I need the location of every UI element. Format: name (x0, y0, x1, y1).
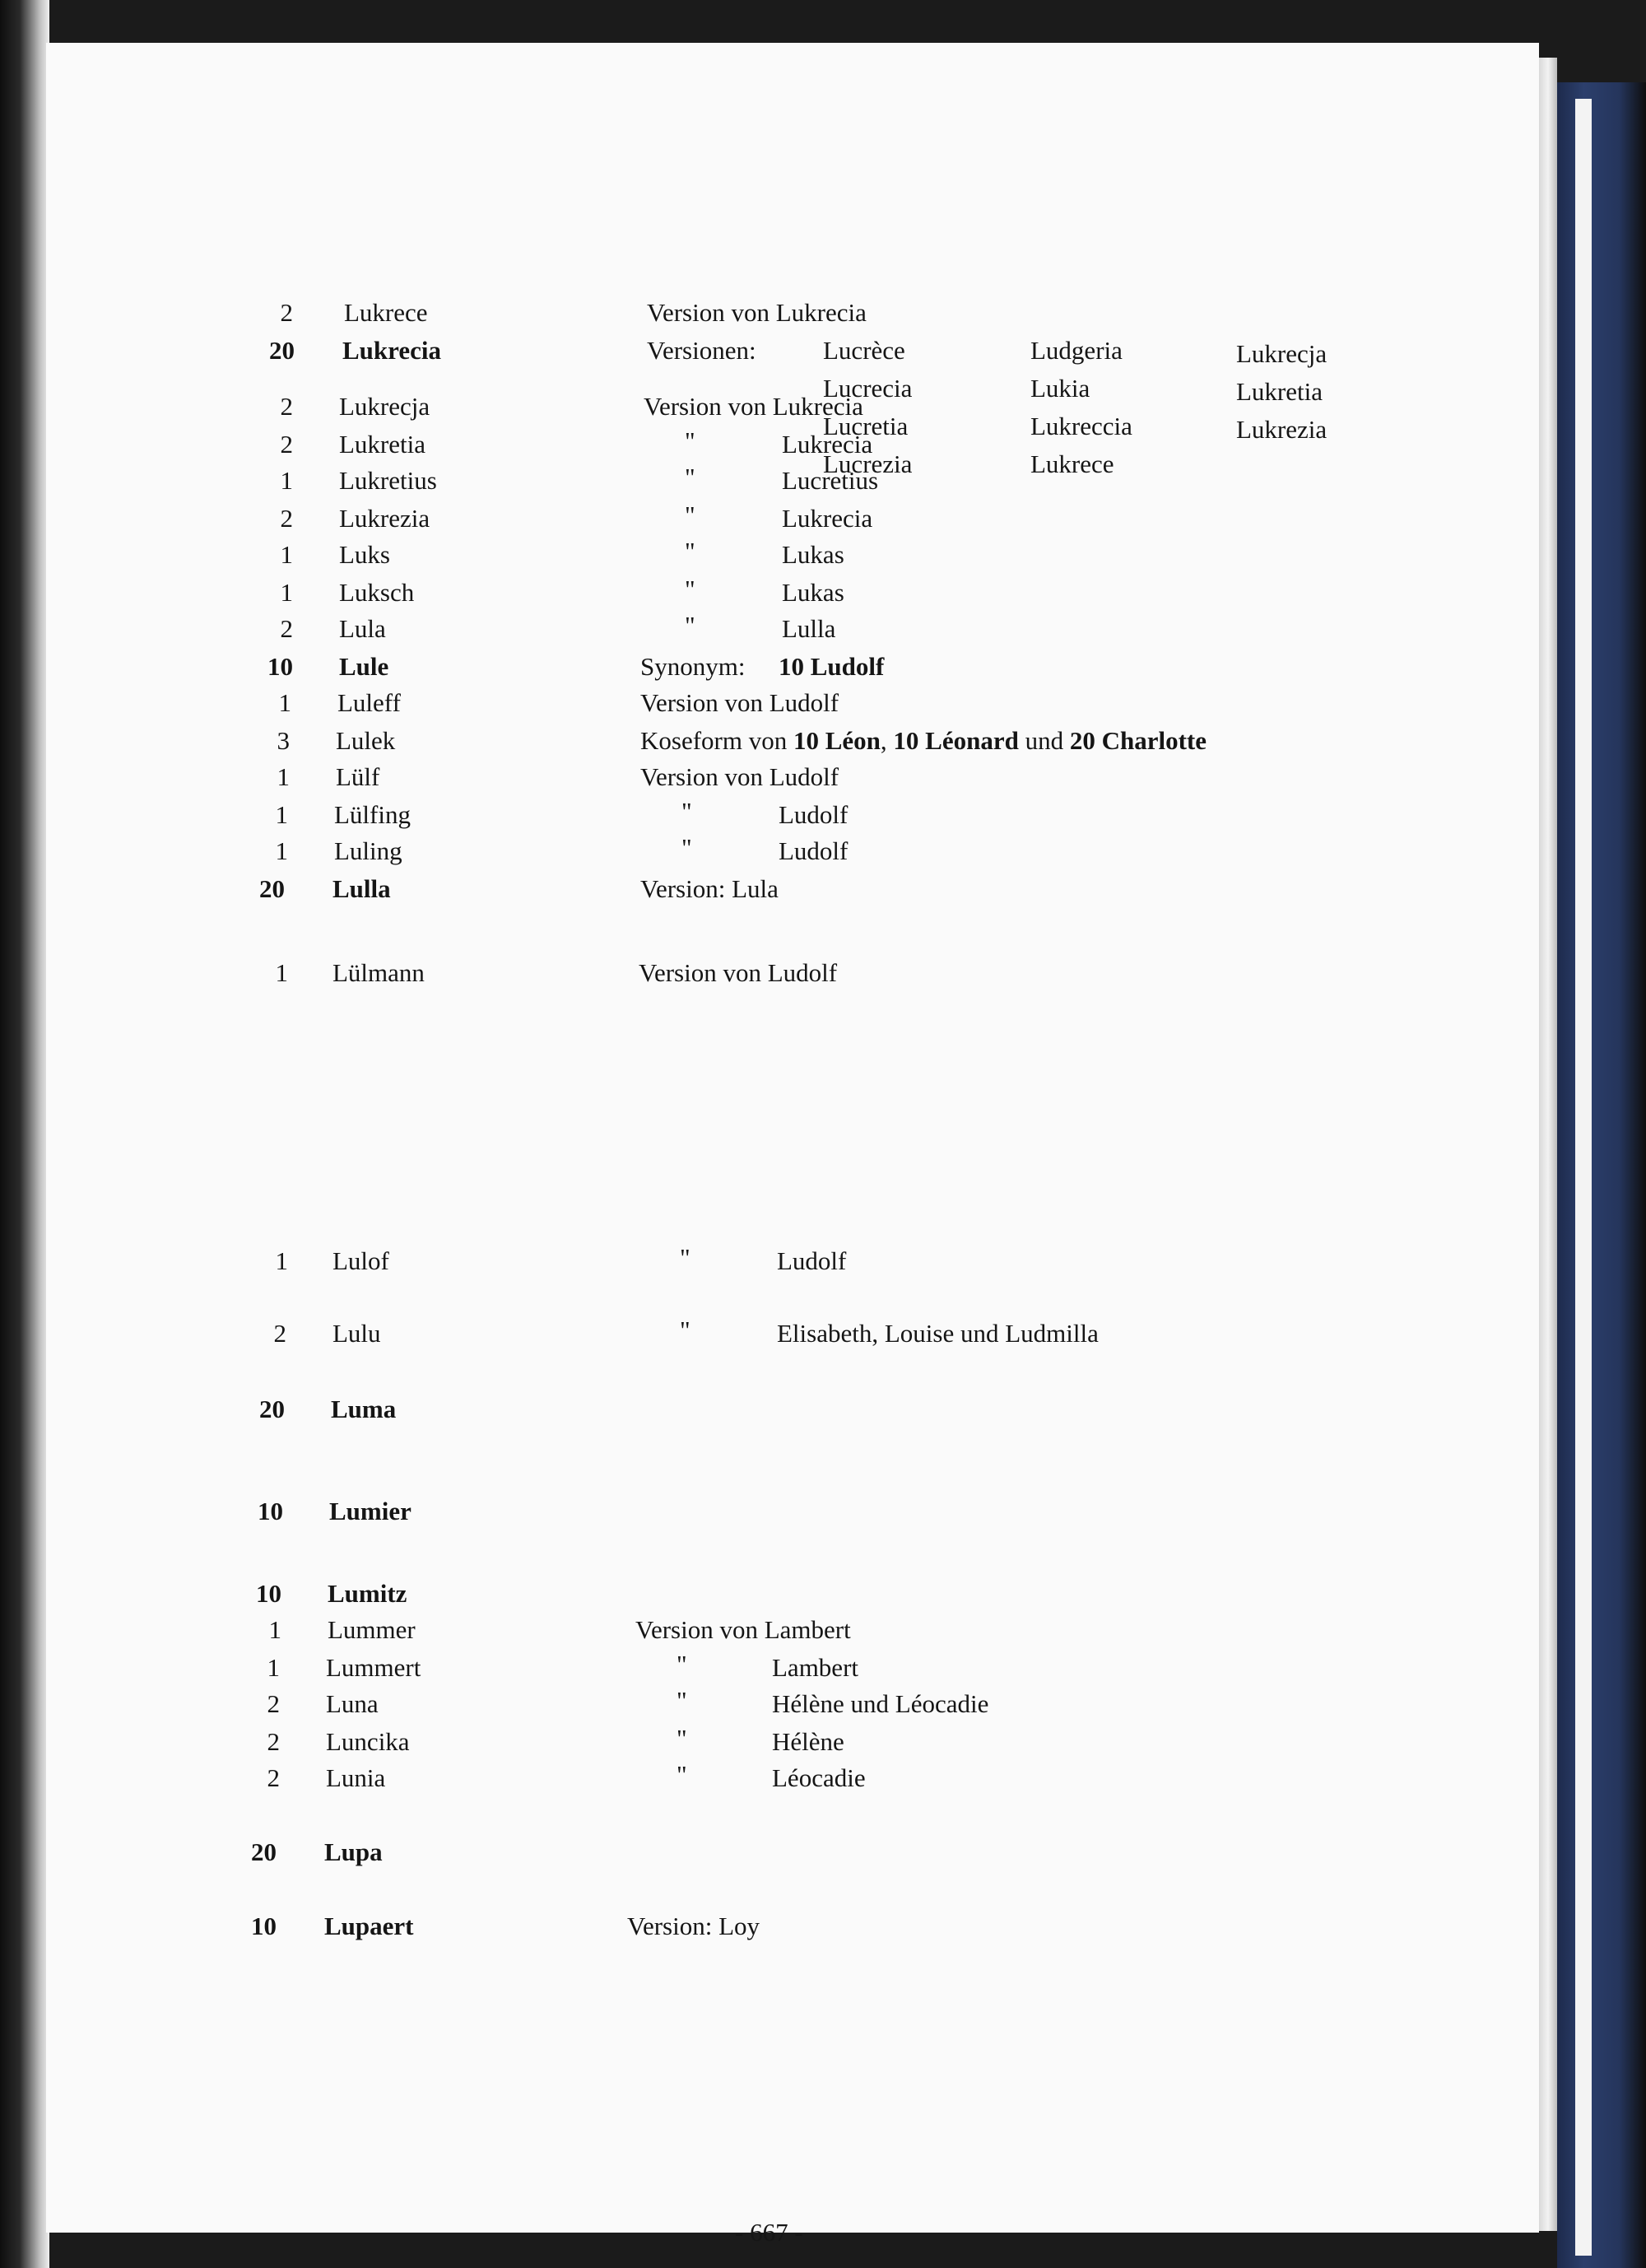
entry-name: Lulof (332, 1246, 389, 1275)
entry-reference: Ludolf (779, 800, 849, 829)
entry-name: Luksch (339, 578, 415, 607)
ditto-mark: " (685, 426, 695, 455)
ditto-mark: " (680, 1316, 690, 1344)
register-entry (0, 1650, 1646, 1686)
version-name: Lukretia (1236, 377, 1323, 406)
entry-reference: Lucretius (782, 466, 879, 495)
entry-name: Luna (326, 1689, 379, 1718)
entry-name: Lule (339, 652, 389, 681)
page-edge (1539, 58, 1557, 2231)
register-entry (0, 685, 1646, 721)
register-entry (0, 389, 1646, 425)
entry-count: 3 (277, 726, 290, 755)
entry-count: 2 (280, 298, 293, 327)
entry-count: 1 (275, 800, 288, 829)
synonym-value: 10 Ludolf (779, 652, 885, 681)
entry-count: 2 (280, 614, 293, 643)
entry-count: 2 (280, 392, 293, 421)
entry-count: 10 (251, 1912, 277, 1940)
entry-name: Lulek (336, 726, 396, 755)
entry-reference: Lukrecia (782, 504, 873, 533)
register-entry (0, 1908, 1646, 1944)
register-entry (0, 871, 1646, 907)
register-entry (0, 797, 1646, 833)
register-entry (0, 295, 1646, 331)
version-name: Lukrecja (1236, 339, 1327, 368)
ditto-mark: " (685, 537, 695, 566)
entry-name: Lunia (326, 1763, 386, 1792)
register-entry (0, 1316, 1646, 1352)
ditto-mark: " (677, 1650, 687, 1679)
entry-name: Luncika (326, 1727, 410, 1756)
register-entry (0, 611, 1646, 647)
register-entry (0, 1576, 1646, 1612)
entry-name: Lukrecia (342, 336, 441, 365)
entry-description: Version von Ludolf (640, 762, 839, 791)
entry-count: 2 (273, 1319, 286, 1348)
register-entry (0, 1243, 1646, 1279)
ditto-mark: " (677, 1686, 687, 1715)
entry-reference: Ludolf (777, 1246, 847, 1275)
entry-name: Lülf (336, 762, 380, 791)
register-entry (0, 759, 1646, 795)
ditto-mark: " (685, 575, 695, 603)
version-name: Lukrece (1030, 449, 1114, 478)
entry-description: Version von Lukrecia (647, 298, 867, 327)
ditto-mark: " (681, 797, 692, 826)
entry-count: 10 (258, 1497, 283, 1525)
entry-count: 1 (280, 540, 293, 569)
entry-count: 2 (280, 430, 293, 459)
entry-description: Version: Lula (640, 874, 779, 903)
entry-description: Version von Lambert (635, 1615, 851, 1644)
entry-name: Lummert (326, 1653, 421, 1682)
register-entry (0, 501, 1646, 537)
ditto-mark: " (685, 501, 695, 529)
entry-reference: Lukrecia (782, 430, 873, 459)
entry-description: Koseform von 10 Léon, 10 Léonard und 20 Charlotte (640, 726, 1207, 755)
page-number: - 667 - (735, 2218, 803, 2247)
entry-name: Lülfing (334, 800, 411, 829)
version-name: Lucrecia (823, 374, 913, 403)
ditto-mark: " (685, 463, 695, 491)
register-entry (0, 426, 1646, 463)
entry-name: Lumitz (328, 1579, 407, 1608)
register-entry (0, 1724, 1646, 1760)
entry-count: 2 (267, 1727, 280, 1756)
ditto-mark: " (677, 1724, 687, 1753)
entry-count: 20 (259, 1395, 285, 1423)
entry-name: Luling (334, 836, 402, 865)
ditto-mark: " (681, 833, 692, 862)
register-entry (0, 1834, 1646, 1870)
version-name: Lukrezia (1236, 415, 1327, 444)
entry-count: 20 (251, 1837, 277, 1866)
entry-count: 20 (259, 874, 285, 903)
entry-reference: Hélène (772, 1727, 844, 1756)
entry-count: 20 (269, 336, 295, 365)
register-entry (0, 463, 1646, 499)
entry-reference: Lambert (772, 1653, 859, 1682)
version-name: Lucretia (823, 412, 909, 440)
entry-reference: Elisabeth, Louise und Ludmilla (777, 1319, 1099, 1348)
entry-description: Version von Ludolf (640, 688, 839, 717)
referenced-name: 10 Léon (793, 726, 881, 755)
entry-reference: Lukas (782, 578, 844, 607)
entry-reference: Lukas (782, 540, 844, 569)
entry-name: Lukretia (339, 430, 426, 459)
register-entry (0, 1612, 1646, 1648)
entry-name: Luks (339, 540, 390, 569)
register-entry (0, 537, 1646, 573)
entry-name: Luleff (337, 688, 401, 717)
entry-count: 1 (275, 1246, 288, 1275)
register-entry (0, 833, 1646, 869)
entry-count: 10 (256, 1579, 281, 1608)
entry-count: 1 (280, 466, 293, 495)
entry-name: Lukrece (344, 298, 428, 327)
register-entry (0, 1686, 1646, 1722)
ditto-mark: " (685, 611, 695, 640)
referenced-name: 20 Charlotte (1069, 726, 1207, 755)
entry-name: Lulla (332, 874, 391, 903)
register-entry (0, 955, 1646, 991)
entry-name: Lupaert (324, 1912, 414, 1940)
entry-name: Lupa (324, 1837, 383, 1866)
entry-count: 2 (280, 504, 293, 533)
entry-reference: Hélène und Léocadie (772, 1689, 989, 1718)
version-name: Lukreccia (1030, 412, 1132, 440)
register-entry (0, 1493, 1646, 1530)
entry-reference: Ludolf (779, 836, 849, 865)
ditto-mark: " (677, 1760, 687, 1789)
referenced-name: 10 Léonard (893, 726, 1019, 755)
entry-count: 10 (267, 652, 293, 681)
register-entry (0, 723, 1646, 759)
version-name: Lucrèce (823, 336, 905, 365)
entry-description: Version von Lukrecia (644, 392, 863, 421)
register-entry (0, 575, 1646, 611)
entry-count: 1 (275, 958, 288, 987)
entry-count: 1 (275, 836, 288, 865)
entry-name: Lukrezia (339, 504, 430, 533)
synonym-label: Synonym: (640, 652, 746, 681)
entry-count: 1 (280, 578, 293, 607)
entry-name: Lummer (328, 1615, 416, 1644)
entry-name: Lukretius (339, 466, 437, 495)
entry-count: 1 (267, 1653, 280, 1682)
version-name: Ludgeria (1030, 336, 1123, 365)
register-entry (0, 649, 1646, 685)
register-entry (0, 1391, 1646, 1427)
entry-name: Luma (331, 1395, 397, 1423)
version-name: Lukia (1030, 374, 1090, 403)
entry-description: Version: Loy (627, 1912, 760, 1940)
entry-reference: Lulla (782, 614, 836, 643)
entry-count: 1 (278, 688, 291, 717)
entry-name: Lumier (329, 1497, 412, 1525)
entry-name: Lülmann (332, 958, 425, 987)
entry-name: Lula (339, 614, 386, 643)
register-entry (0, 1760, 1646, 1796)
versions-label: Versionen: (647, 336, 756, 365)
entry-count: 1 (268, 1615, 281, 1644)
entry-count: 2 (267, 1763, 280, 1792)
entry-count: 1 (277, 762, 290, 791)
entry-reference: Léocadie (772, 1763, 866, 1792)
entry-name: Lulu (332, 1319, 381, 1348)
entry-description: Version von Ludolf (639, 958, 838, 987)
entry-name: Lukrecja (339, 392, 430, 421)
version-name: Lucrezia (823, 449, 913, 478)
entry-count: 2 (267, 1689, 280, 1718)
ditto-mark: " (680, 1243, 690, 1272)
